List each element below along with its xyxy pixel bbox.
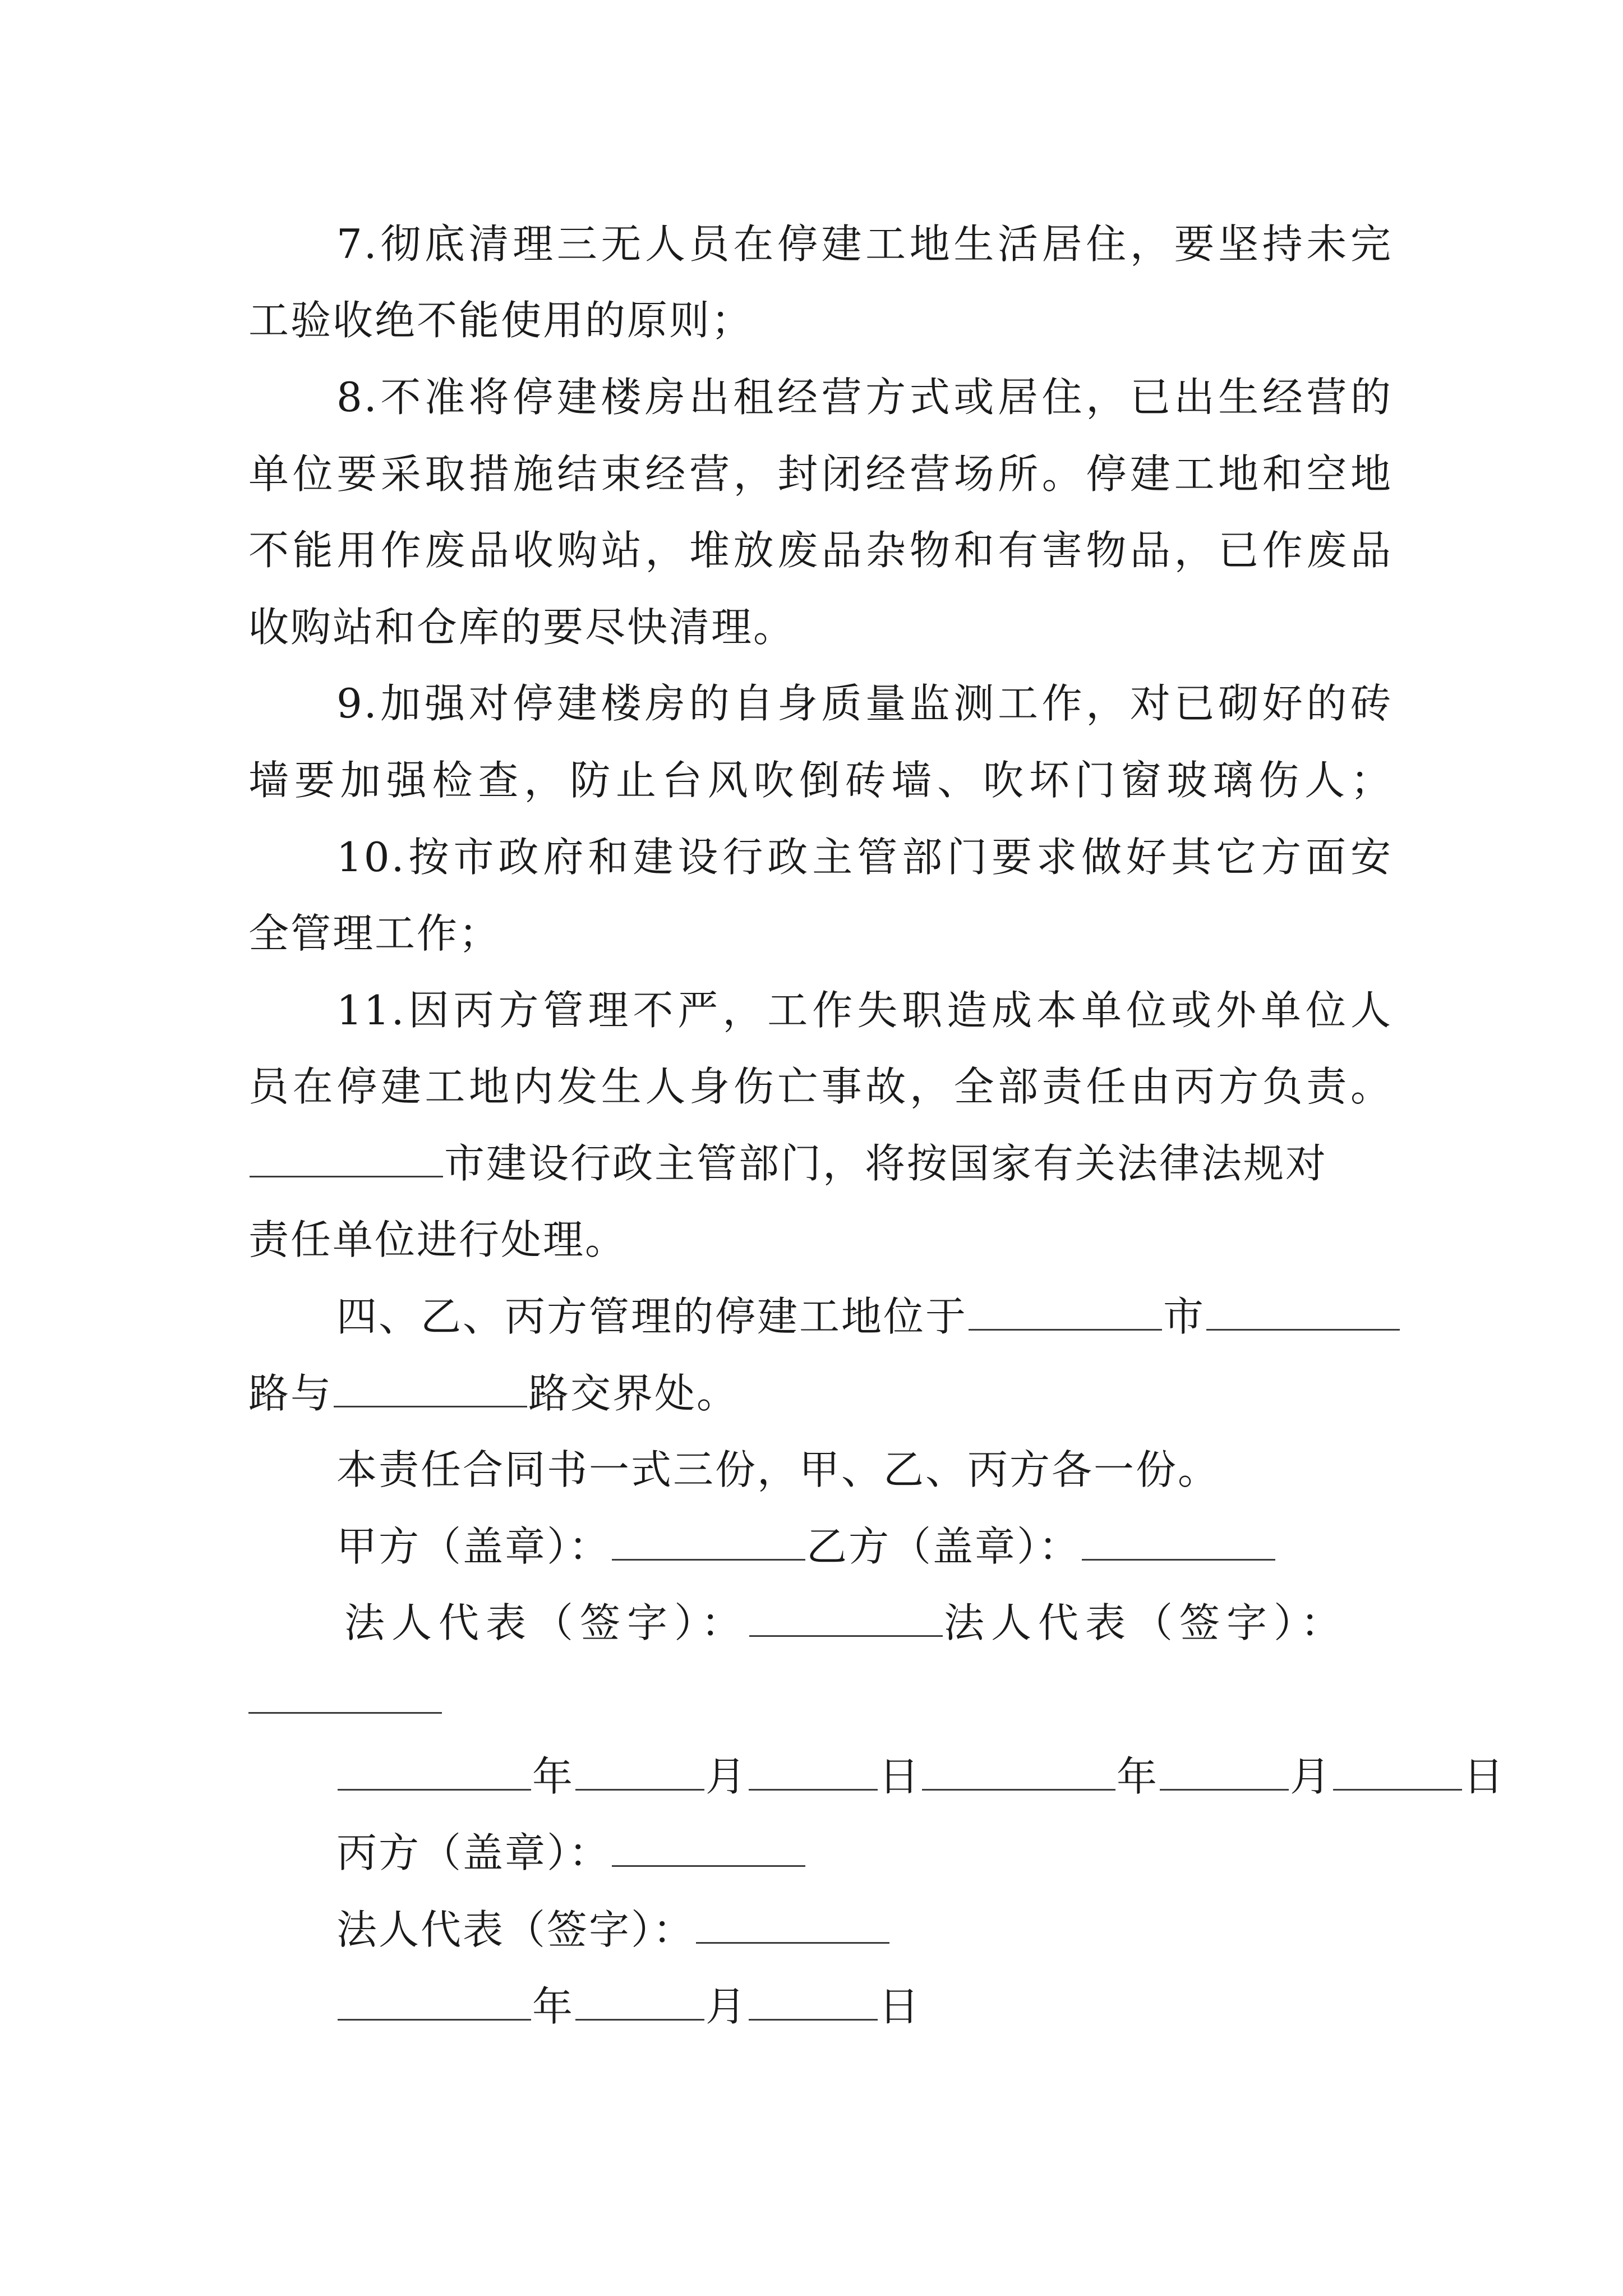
clause-8-line-1: 8.不准将停建楼房出租经营方式或居住，已出生经营的 bbox=[336, 374, 1393, 421]
date-b-year-blank[interactable] bbox=[922, 1750, 1115, 1791]
site-road-2-blank[interactable] bbox=[334, 1366, 527, 1407]
date-b-day-blank[interactable] bbox=[1333, 1750, 1462, 1791]
legal-rep-a-blank[interactable] bbox=[749, 1596, 943, 1637]
clause-11-line-3: 市建设行政主管部门，将按国家有关法律法规对 bbox=[248, 1125, 1393, 1202]
party-c-seal-blank[interactable] bbox=[612, 1826, 805, 1867]
party-a-seal-blank[interactable] bbox=[612, 1520, 805, 1561]
date-a-month-blank[interactable] bbox=[575, 1750, 704, 1791]
party-b-seal-blank[interactable] bbox=[1082, 1520, 1275, 1561]
clause-10-line-2: 全管理工作； bbox=[248, 910, 501, 957]
clause-8-line-3: 不能用作废品收购站，堆放废品杂物和有害物品，已作废品 bbox=[248, 527, 1393, 574]
authority-city-blank[interactable] bbox=[250, 1137, 443, 1177]
party-a-b-seal-line: 甲方（盖章）： 乙方（盖章）： bbox=[336, 1508, 1393, 1585]
date-b-month-blank[interactable] bbox=[1160, 1750, 1289, 1791]
clause-7-line-2: 工验收绝不能使用的原则； bbox=[248, 297, 754, 344]
date-c-day-blank[interactable] bbox=[749, 1980, 878, 2021]
clause-11-line-4: 责任单位进行处理。 bbox=[248, 1216, 628, 1263]
date-line-c: 年 月 日 bbox=[336, 1968, 1393, 2045]
date-c-year-blank[interactable] bbox=[338, 1980, 531, 2021]
clause-11-line-2: 员在停建工地内发生人身伤亡事故，全部责任由丙方负责。 bbox=[248, 1063, 1393, 1110]
date-a-day-blank[interactable] bbox=[749, 1750, 878, 1791]
legal-rep-line: 法人代表（签字）： 法人代表（签字）： bbox=[344, 1585, 1400, 1662]
clause-8-line-2: 单位要采取措施结束经营，封闭经营场所。停建工地和空地 bbox=[248, 450, 1393, 498]
clause-11-line-1: 11.因丙方管理不严，工作失职造成本单位或外单位人 bbox=[336, 987, 1393, 1034]
date-line-a-b: 年 月 日 年 月 日 bbox=[336, 1738, 1393, 1815]
date-c-month-blank[interactable] bbox=[575, 1980, 704, 2021]
date-a-year-blank[interactable] bbox=[338, 1750, 531, 1791]
legal-rep-c-line: 法人代表（签字）： bbox=[336, 1892, 1393, 1968]
legal-rep-c-blank[interactable] bbox=[696, 1903, 889, 1944]
legal-rep-b-blank[interactable] bbox=[248, 1712, 442, 1714]
site-location-line-2: 路与 路交界处。 bbox=[248, 1355, 1393, 1432]
clause-10-line-1: 10.按市政府和建设行政主管部门要求做好其它方面安 bbox=[336, 834, 1393, 881]
site-location-line-1: 四、乙、丙方管理的停建工地位于 市 bbox=[336, 1278, 1393, 1355]
clause-9-line-1: 9.加强对停建楼房的自身质量监测工作，对已砌好的砖 bbox=[336, 680, 1393, 727]
clause-8-line-4: 收购站和仓库的要尽快清理。 bbox=[248, 604, 796, 651]
clause-9-line-2: 墙要加强检查，防止台风吹倒砖墙、吹坏门窗玻璃伤人； bbox=[248, 757, 1393, 804]
party-c-seal-line: 丙方（盖章）： bbox=[336, 1815, 1393, 1892]
copies-statement: 本责任合同书一式三份，甲、乙、丙方各一份。 bbox=[336, 1446, 1220, 1493]
site-city-blank[interactable] bbox=[969, 1290, 1162, 1331]
clause-7-line-1: 7.彻底清理三无人员在停建工地生活居住，要坚持未完 bbox=[336, 220, 1393, 268]
site-road-1-blank[interactable] bbox=[1206, 1290, 1400, 1331]
